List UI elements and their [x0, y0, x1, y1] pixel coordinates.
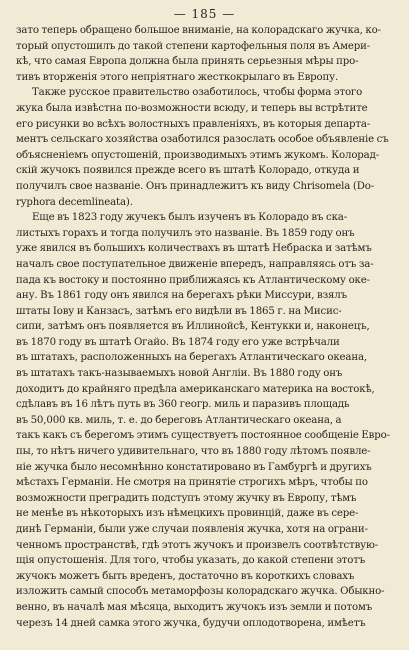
text-line: скій жучокъ появился прежде всего въ штатѣ Колорадо, откуда и	[16, 165, 360, 177]
text-line: жучокъ можетъ быть вреденъ, достаточно въ короткихъ словахъ	[16, 570, 355, 582]
page-number: — 185 —	[173, 7, 236, 21]
text-line: въ штатахъ, расположенныхъ на берегахъ Атлантическаго океана,	[16, 352, 368, 364]
text-line: ану. Въ 1861 году онъ явился на берегахъ рѣки Миссури, взялъ	[16, 290, 347, 302]
text-body	[16, 23, 393, 631]
text-line: получилъ свое названіе. Онъ принадлежитъ къ виду Chrisomela (Do-	[16, 180, 374, 192]
text-line: въ 50,000 кв. миль, т. е. до береговъ Атлантическаго океана, а	[16, 414, 342, 426]
text-line: торый опустошилъ до такой степени картофельныя поля въ Амери-	[16, 40, 371, 52]
text-line: динѣ Германіи, были уже случаи появленія жучка, хотя на ограни-	[16, 524, 368, 535]
text-line: жука была извѣстна по-возможности всюду, и теперь вы встрѣтите	[16, 102, 368, 114]
text-line: началъ свое поступательное движеніе впередъ, направляясь отъ за-	[16, 258, 374, 270]
text-line: ментъ сельскаго хозяйства озаботился разослать особое объявленіе съ	[16, 134, 389, 146]
text-line: сипи, затѣмъ онъ появляется въ Иллинойсѣ, Кентукки и, наконецъ,	[16, 321, 370, 333]
text-line: объясненіемъ опустошеній, производимыхъ этимъ жукомъ. Колорад-	[16, 149, 380, 161]
text-line: тивъ вторженія этого непріятнаго жесткокрылаго въ Европу.	[16, 71, 339, 83]
text-line: доходитъ до крайняго предѣла американскаго материка на востокѣ,	[16, 383, 375, 395]
text-line: возможности преградить подступъ этому жучку въ Европу, тѣмъ	[16, 492, 357, 504]
text-line: щія опустошенія. Для того, чтобы указать, до какой степени этотъ	[16, 555, 366, 567]
paragraph	[16, 210, 393, 631]
text-line: Также русское правительство озаботилось, чтобы форма этого	[32, 87, 363, 99]
text-line: кѣ, что самая Европа должна была принять серьезныя мѣры про-	[16, 56, 359, 68]
text-line: уже явился въ большихъ количествахъ въ штатѣ Небраска и затѣмъ	[16, 243, 372, 255]
text-line: штаты Іову и Канзасъ, затѣмъ его видѣли въ 1865 г. на Мисис-	[16, 305, 342, 317]
text-line: сдѣлавъ въ 16 лѣтъ путь въ 360 геогр. миль и паразивъ площадь	[16, 399, 350, 411]
text-line: ніе жучка было несомнѣнно констатировано въ Гамбургѣ и другихъ	[16, 461, 372, 473]
text-line: его рисунки во всѣхъ волостныхъ правленіяхъ, въ которыя департа-	[16, 118, 371, 130]
text-line: Еще въ 1823 году жучекъ былъ изученъ въ Колорадо въ ска-	[32, 212, 347, 224]
text-line: въ штатахъ такъ-называемыхъ новой Англіи. Въ 1880 году онъ	[16, 368, 343, 380]
text-line: не менѣе въ нѣкоторыхъ изъ нѣмецкихъ провинцій, даже въ сере-	[16, 508, 359, 520]
text-line: зато теперь обращено большое вниманіе, на колорадскаго жучка, ко-	[16, 25, 381, 36]
text-line: пада къ востоку и постоянно приближаясь къ Атлантическому оке-	[16, 274, 370, 286]
text-line: венно, въ началѣ мая мѣсяца, выходитъ жучокъ изъ земли и потомъ	[16, 601, 373, 613]
paragraph	[16, 85, 393, 210]
text-line: мѣстахъ Германіи. Не смотря на принятіе строгихъ мѣръ, чтобы по	[16, 477, 368, 489]
text-line: ryphora decemlineata).	[16, 196, 133, 208]
text-line: въ 1870 году въ штатѣ Огайо. Въ 1874 году его уже встрѣчали	[16, 336, 340, 348]
text-line: изложить самый способъ метаморфозы колорадскаго жучка. Обыкно-	[16, 586, 385, 598]
text-line: листыхъ горахъ и тогда получилъ это названіе. Въ 1859 году онъ	[16, 227, 355, 239]
text-line: черезъ 14 дней самка этого жучка, будучи оплодотворена, имѣетъ	[16, 617, 366, 629]
text-line: такъ какъ съ берегомъ этимъ существуетъ постоянное сообщеніе Евро-	[16, 430, 390, 442]
text-line: пы, то нѣтъ ничего удивительнаго, что въ 1880 году лѣтомъ появле-	[16, 446, 371, 458]
text-line: ченномъ пространствѣ, гдѣ этотъ жучокъ и произвелъ соотвѣтствую-	[16, 539, 379, 551]
paragraph	[16, 23, 393, 85]
